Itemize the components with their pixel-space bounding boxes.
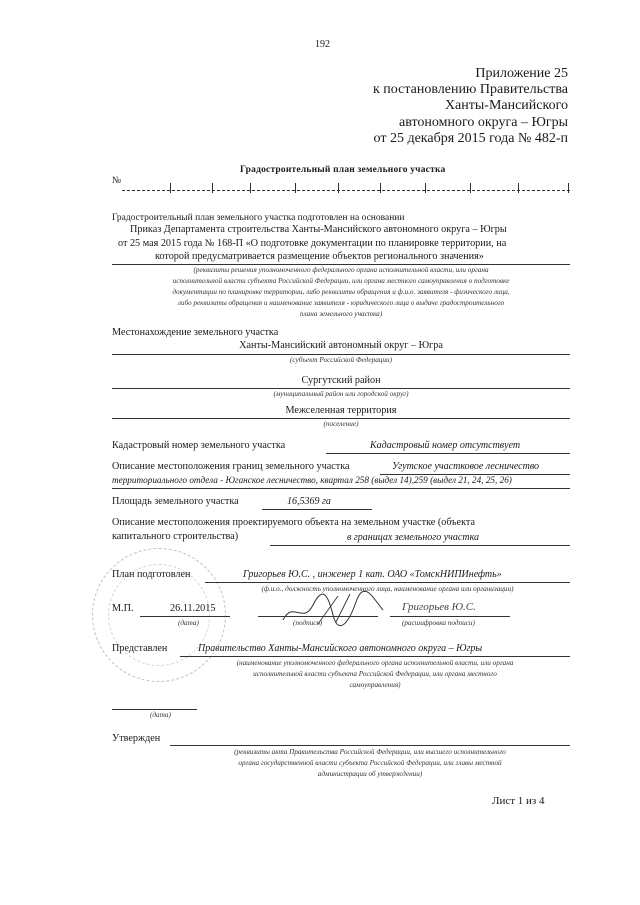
object-label-2: капитального строительства): [112, 531, 239, 542]
sign-note: (подпись): [293, 619, 323, 627]
location-district: Сургутский район: [301, 375, 381, 386]
object-label-1: Описание местоположения проектируемого объекта на земельном участке (объекта: [112, 517, 475, 528]
basis-note-5: плана земельного участка): [299, 310, 383, 318]
cadastral-value: Кадастровый номер отсутствует: [370, 440, 521, 451]
presented-note-1: (наименование уполномоченного федерального органа исполнительной власти, или органа: [236, 659, 514, 667]
sheet-counter: Лист 1 из 4: [492, 795, 545, 807]
area-label: Площадь земельного участка: [112, 496, 239, 507]
basis-line-3: которой предусматривается размещение объектов регионального значения»: [155, 251, 484, 262]
approved-note-3: администрации об утверждении): [317, 770, 423, 778]
appendix-line-1: Приложение 25: [475, 66, 568, 81]
mp-label: М.П.: [112, 603, 134, 614]
location-settlement: Межселенная территория: [285, 405, 397, 416]
presented-label: Представлен: [112, 643, 168, 654]
presented-note-3: самоуправления): [349, 681, 401, 689]
appendix-line-3: Ханты-Мансийского: [444, 98, 568, 114]
basis-note-3: документации по планировке территории, либо реквизиты обращения и ф.и.о. заявителя - физического лица,: [172, 288, 510, 296]
basis-line-2: от 25 мая 2015 года № 168-П «О подготовке документации по планировке территории, на: [118, 238, 507, 249]
approved-label: Утвержден: [112, 733, 161, 744]
basis-line-1: Приказ Департамента строительства Ханты-Мансийского автономного округа – Югры: [130, 224, 507, 235]
boundaries-label: Описание местоположения границ земельного участка: [112, 461, 350, 472]
presented-note-2: исполнительной власти субъекта Российской Федерации, или органа местного: [253, 670, 497, 678]
area-value: 16,5369 га: [287, 496, 331, 507]
boundaries-value-1: Угутское участковое лесничество: [392, 461, 540, 472]
cadastral-label: Кадастровый номер земельного участка: [112, 440, 286, 451]
decode-note: (расшифровка подписи): [402, 619, 475, 627]
appendix-line-5: от 25 декабря 2015 года № 482-п: [373, 130, 568, 146]
prepared-note: (ф.и.о., должность уполномоченного лица, наименование органа или организации): [261, 585, 514, 593]
document-title: Градостроительный план земельного участка: [240, 165, 446, 175]
page-number: 192: [315, 39, 330, 50]
location-label: Местонахождение земельного участка: [112, 327, 279, 338]
prepared-date-note: (дата): [178, 619, 199, 627]
appendix-line-2: к постановлению Правительства: [372, 82, 568, 98]
basis-label: Градостроительный план земельного участка подготовлен на основании: [112, 213, 405, 223]
prepared-label: План подготовлен: [112, 569, 191, 580]
basis-note-1: (реквизиты решения уполномоченного федерального органа исполнительной власти, или органа: [193, 266, 489, 274]
presented-date-note: (дата): [150, 711, 171, 719]
location-district-note: (муниципальный район или городской округ): [273, 390, 409, 398]
boundaries-value-2: территориального отдела - Юганское лесничество, квартал 258 (выдел 14),259 (выдел 21, 24, 25, 26): [112, 475, 512, 485]
object-value: в границах земельного участка: [347, 532, 479, 543]
appendix-line-4: автономного округа – Югры: [399, 114, 568, 130]
basis-note-4: либо реквизиты обращения и наименование заявителя - юридического лица о выдаче градостроительного: [177, 299, 505, 307]
location-subject: Ханты-Мансийский автономный округ – Югра: [239, 340, 443, 351]
location-settlement-note: (поселение): [323, 420, 359, 428]
approved-note-2: органа государственной власти субъекта Российской Федерации, или главы местной: [238, 759, 502, 767]
approved-note-1: (реквизиты акта Правительства Российской Федерации, или высшего исполнительного: [234, 748, 506, 756]
number-label: №: [112, 176, 122, 186]
presented-value: Правительство Ханты-Мансийского автономного округа – Югры: [198, 643, 483, 654]
location-subject-note: (субъект Российской Федерации): [290, 356, 392, 364]
prepared-date: 26.11.2015: [170, 603, 216, 614]
prepared-value: Григорьев Ю.С. , инженер 1 кат. ОАО «ТомскНИПИнефть»: [243, 569, 502, 580]
handwritten-decode: Григорьев Ю.С.: [402, 601, 476, 613]
appendix-block: [373, 66, 568, 147]
basis-note-2: исполнительной власти субъекта Российской Федерации, или органа местного самоуправления о подготовке: [172, 277, 510, 285]
